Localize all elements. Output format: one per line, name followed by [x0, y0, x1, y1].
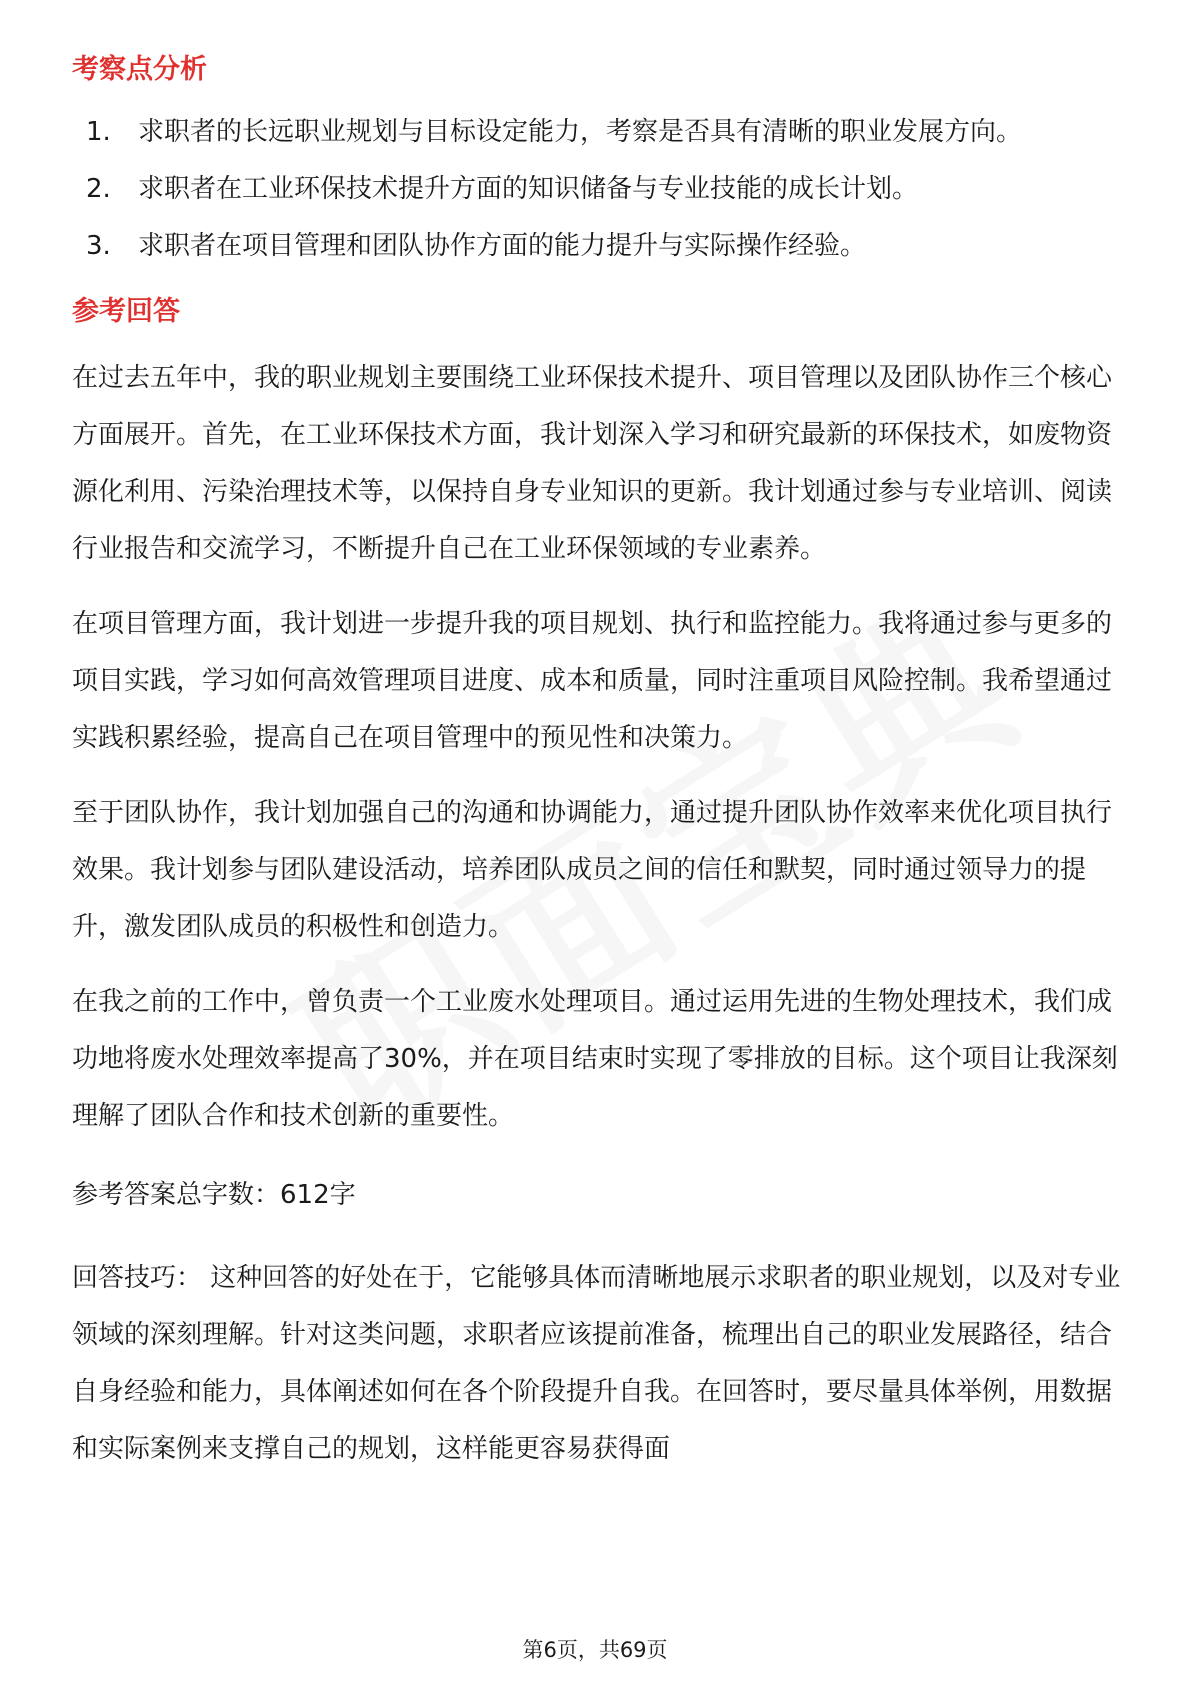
list-item	[72, 171, 1122, 207]
list-item-text: 求职者的长远职业规划与目标设定能力，考察是否具有清晰的职业发展方向。	[138, 117, 1023, 147]
list-item-number: 3.	[86, 231, 111, 261]
list-item	[72, 228, 1122, 264]
list-item	[72, 114, 1122, 150]
list-item-number: 2.	[86, 174, 111, 204]
page-number: 第6页，共69页	[522, 1638, 668, 1662]
word-count: 参考答案总字数：612字	[72, 1180, 356, 1210]
page-content	[72, 48, 1122, 1478]
answer-paragraph: 在我之前的工作中，曾负责一个工业废水处理项目。通过运用先进的生物处理技术，我们成功地将废水处理效率提高了30%，并在项目结束时实现了零排放的目标。这个项目让我深刻理解了团队合作和技术创新的重要性。	[72, 987, 1118, 1131]
answer-paragraph: 在过去五年中，我的职业规划主要围绕工业环保技术提升、项目管理以及团队协作三个核心方面展开。首先，在工业环保技术方面，我计划深入学习和研究最新的环保技术，如废物资源化利用、污染治理技术等，以保持自身专业知识的更新。我计划通过参与专业培训、阅读行业报告和交流学习，不断提升自己在工业环保领域的专业素养。	[72, 363, 1113, 564]
list-item-text: 求职者在项目管理和团队协作方面的能力提升与实际操作经验。	[138, 231, 867, 261]
answer-paragraph: 在项目管理方面，我计划进一步提升我的项目规划、执行和监控能力。我将通过参与更多的项目实践，学习如何高效管理项目进度、成本和质量，同时注重项目风险控制。我希望通过实践积累经验，提高自己在项目管理中的预见性和决策力。	[72, 609, 1113, 753]
answer-tips: 回答技巧： 这种回答的好处在于，它能够具体而清晰地展示求职者的职业规划，以及对专业领域的深刻理解。针对这类问题，求职者应该提前准备，梳理出自己的职业发展路径，结合自身经验和能力，具体阐述如何在各个阶段提升自我。在回答时，要尽量具体举例，用数据和实际案例来支撑自己的规划，这样能更容易获得面	[72, 1263, 1121, 1464]
list-item-text: 求职者在工业环保技术提升方面的知识储备与专业技能的成长计划。	[138, 174, 919, 204]
answer-paragraph: 至于团队协作，我计划加强自己的沟通和协调能力，通过提升团队协作效率来优化项目执行效果。我计划参与团队建设活动，培养团队成员之间的信任和默契，同时通过领导力的提升，激发团队成员的积极性和创造力。	[72, 798, 1113, 942]
analysis-heading: 考察点分析	[72, 54, 207, 85]
analysis-list	[72, 114, 1122, 264]
list-item-number: 1.	[86, 117, 111, 147]
answer-heading: 参考回答	[72, 296, 180, 327]
